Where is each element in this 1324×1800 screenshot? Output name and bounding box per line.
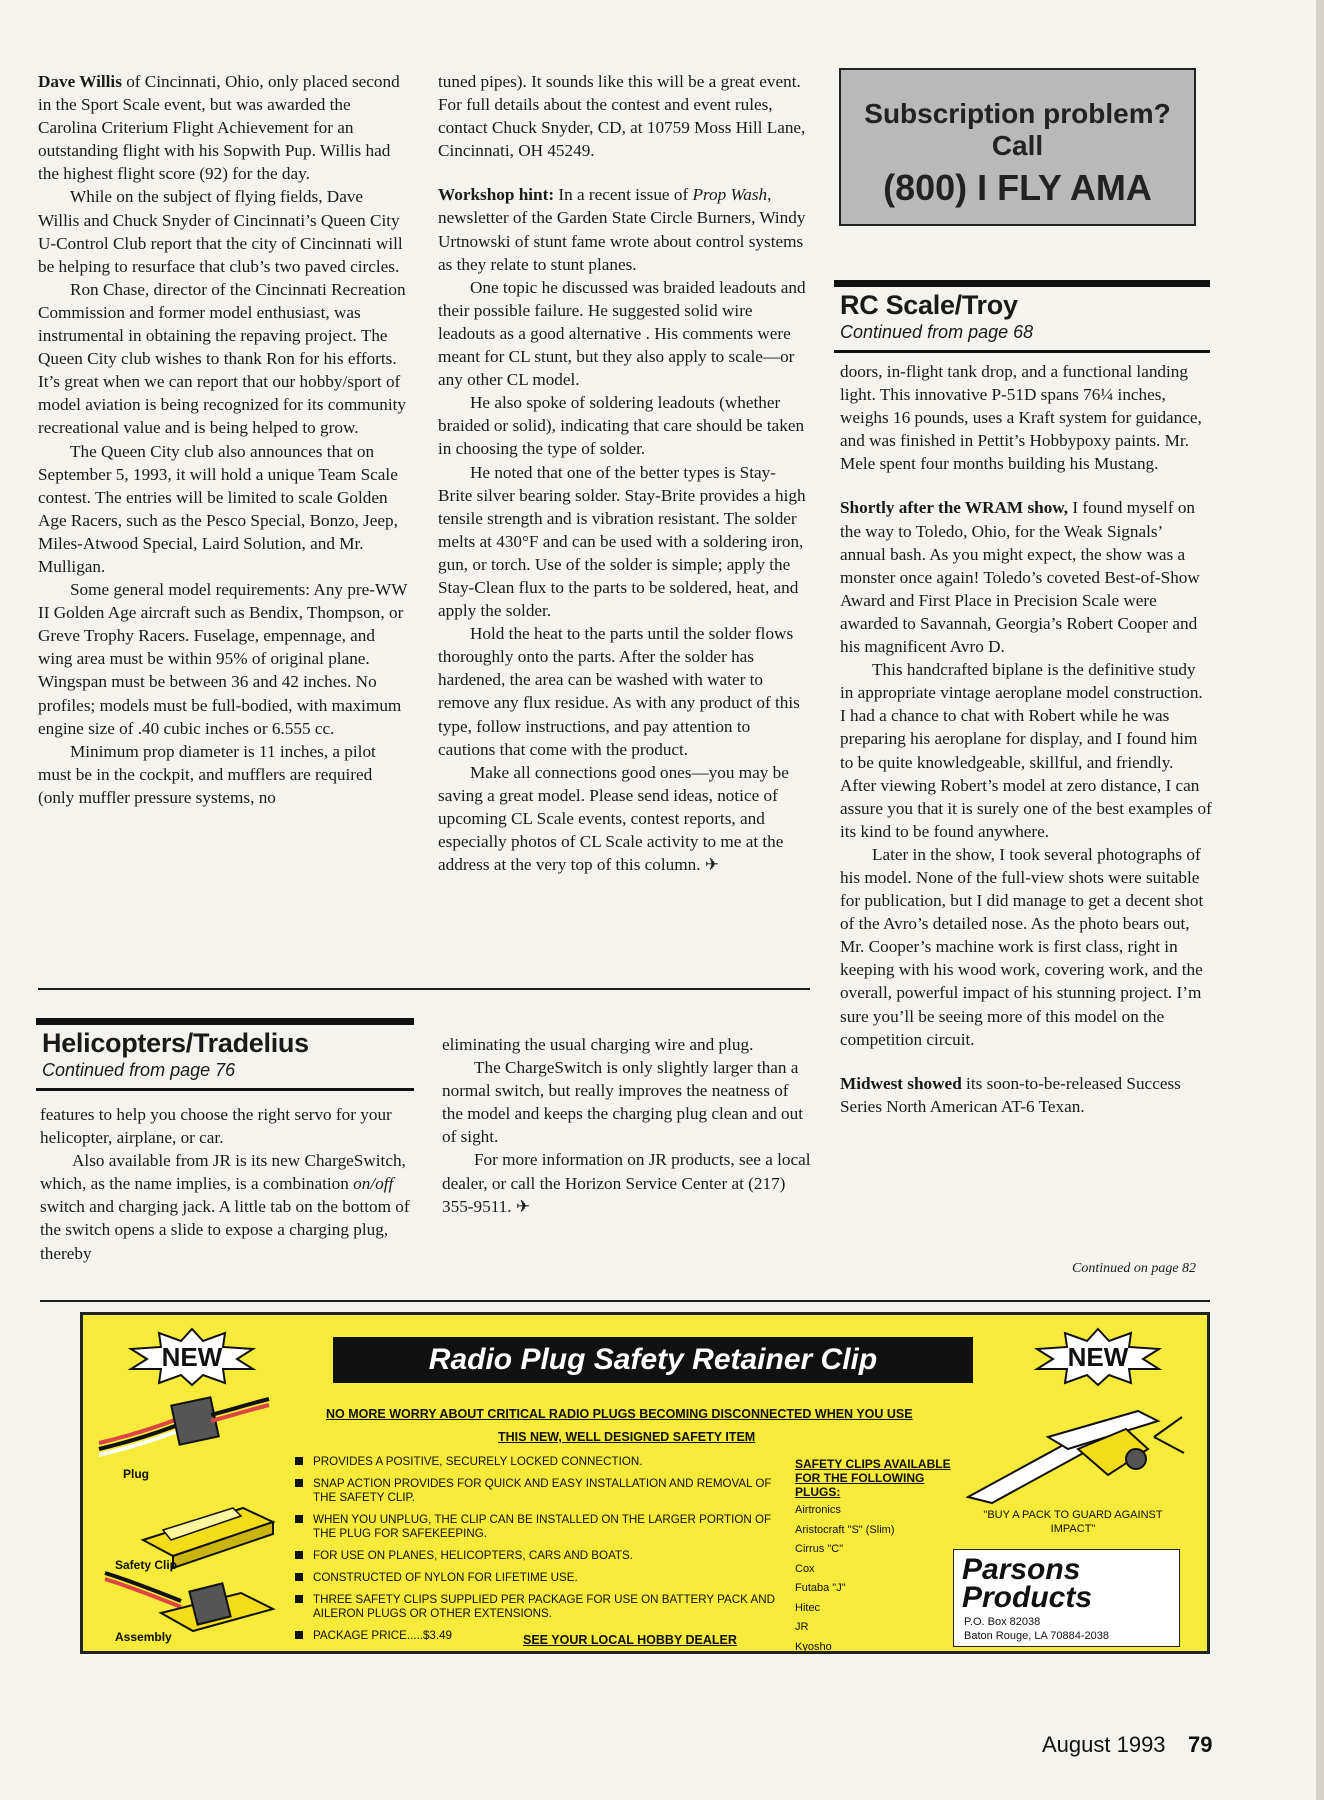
lead-in: Shortly after the WRAM show, [840,498,1069,518]
lead-in: Dave Willis [38,72,122,91]
paragraph [840,1072,1212,1118]
header-rule [36,1088,414,1091]
new-burst-right [1033,1327,1163,1387]
column-3 [840,360,1212,1118]
helicopters-col-2 [442,1033,812,1218]
ad-quote: "BUY A PACK TO GUARD AGAINST IMPACT" [983,1509,1163,1535]
safety-clips-list [795,1457,955,1657]
text: I found myself on the way to Toledo, Ohio, for the Weak Signals’ annual bash. As you might expect, the show was a monster once again! Toledo’s coveted Best-of-Show Award and First Place in Precision Scale were awarded to Savannah, Georgia’s Robert Cooper and his magnificent Avro D. [840,498,1200,657]
list-item: PROVIDES A POSITIVE, SECURELY LOCKED CONNECTION. [295,1455,795,1469]
list-item: Kyosho [795,1640,832,1653]
paragraph: Some general model requirements: Any pre-WW II Golden Age aircraft such as Bendix, Thompson, or Greve Trophy Racers. Fuselage, empennage, and wing area must be within 95% of original plane. Wingspan must be between 36 and 42 inches. No profiles; models must be full-bodied, with maximum engine size of .40 cubic inches or 6.555 cc. [38,580,408,738]
subscription-line-1: Subscription problem? [864,98,1171,129]
section-rule [38,988,810,990]
company-box [953,1549,1180,1647]
list-item: CONSTRUCTED OF NYLON FOR LIFETIME USE. [295,1571,795,1585]
paragraph [438,761,810,876]
ad-headline-2: THIS NEW, WELL DESIGNED SAFETY ITEM [498,1430,756,1444]
paragraph [438,183,810,275]
advertisement [80,1312,1210,1654]
continued-notice: Continued on page 82 [1072,1261,1197,1276]
list-item: THREE SAFETY CLIPS SUPPLIED PER PACKAGE FOR USE ON BATTERY PACK AND AILERON PLUGS OR OTHER EXTENSIONS. [295,1593,795,1621]
feature-list [295,1455,795,1651]
helicopters-header [36,1018,414,1091]
paragraph: One topic he discussed was braided leadouts and their possible failure. He suggested solid wire leadouts as a good alternative . His comments were meant for CL stunt, but they also apply to scale—or any other CL model. [438,277,806,390]
safety-clips-heading: SAFETY CLIPS AVAILABLE FOR THE FOLLOWING PLUGS: [795,1457,951,1499]
page-edge [1316,0,1324,1800]
paragraph: Hold the heat to the parts until the solder flows thoroughly onto the parts. After the solder has hardened, the area can be washed with water to remove any flux residue. As with any product of this type, follow instructions, and pay attention to cautions that come with the product. [438,624,800,759]
page-number: 79 [1188,1732,1213,1757]
address-line-2: Baton Rouge, LA 70884-2038 [964,1630,1109,1642]
lead-in: Midwest showed [840,1073,962,1093]
publication-title: Prop Wash [692,185,768,205]
helicopters-col-1 [40,1103,410,1265]
list-item: PACKAGE PRICE.....$3.49 [295,1629,795,1643]
column-title: RC Scale/Troy [840,290,1018,320]
column-subtitle: Continued from page 76 [42,1060,236,1080]
header-rule [834,350,1210,353]
text: For more information on JR products, see a local dealer, or call the Horizon Service Center at (217) 355-9511. [442,1150,811,1216]
paragraph [40,1149,410,1264]
company-address [964,1615,1109,1643]
header-bar [834,280,1210,287]
ad-banner: Radio Plug Safety Retainer Clip [333,1337,973,1383]
list-item: Aristocraft "S" (Slim) [795,1523,895,1536]
italic-term: on/off [353,1174,394,1194]
label-safety-clip: Safety Clip [115,1558,178,1572]
ad-rule [40,1300,1210,1302]
new-burst-left [127,1327,257,1387]
list-item: Airtronics [795,1504,841,1516]
subscription-box [839,68,1196,226]
airplane-illustration [958,1397,1188,1507]
text: its soon-to-be-released Success Series North American AT-6 Texan. [840,1073,1181,1116]
paragraph: The ChargeSwitch is only slightly larger than a normal switch, but really improves the neatness of the model and keeps the charging plug clean and out of sight. [442,1058,803,1147]
paragraph: Ron Chase, director of the Cincinnati Recreation Commission and former model enthusiast, was instrumental in obtaining the repaving project. The Queen City club wishes to thank Ron for his efforts. It’s great when we can report that our hobby/sport of model aviation is being recognized for its community recreational value and is being helped to grow. [38,279,407,438]
list-item: SNAP ACTION PROVIDES FOR QUICK AND EASY INSTALLATION AND REMOVAL OF THE SAFETY CLIP. [295,1477,795,1505]
subscription-line-2: Call [991,130,1044,161]
new-label: NEW [1067,1342,1129,1372]
paragraph: He noted that one of the better types is Stay-Brite silver bearing solder. Stay-Brite provides a high tensile strength and is vibration resistant. The solder melts at 430°F and can be used with a soldering iron, gun, or torch. Use of the solder is simple; apply the Stay-Clean flux to the parts to be soldered, heat, and apply the solder. [438,462,806,621]
company-name-line-2: Products [962,1581,1093,1614]
ad-headline-1: NO MORE WORRY ABOUT CRITICAL RADIO PLUGS BECOMING DISCONNECTED WHEN YOU USE [326,1407,913,1421]
paragraph: doors, in-flight tank drop, and a functional landing light. This innovative P-51D spans 76¼ inches, weighs 16 pounds, uses a Kraft system for guidance, and was finished in Pettit’s Hobbypoxy paints. Mr. Mele spent four months building his Mustang. [840,362,1202,474]
label-assembly: Assembly [115,1630,172,1644]
text: , newsletter of the Garden State Circle Burners, Windy Urtnowski of stunt fame wrote about control systems as they relate to stunt planes. [438,185,806,274]
paragraph: He also spoke of soldering leadouts (whether braided or solid), indicating that care should be taken in choosing the type of solder. [438,393,805,459]
paragraph: eliminating the usual charging wire and plug. [442,1035,754,1054]
column-2 [438,70,810,876]
paragraph: Later in the show, I took several photographs of his model. None of the full-view shots were suitable for publication, but I did manage to get a decent shot of the Avro’s detailed nose. As the photo bears out, Mr. Cooper’s machine work is first class, right in keeping with his wood work, covering work, and the overall, powerful impact of his stunning project. I’m sure you’ll be seeing more of this model on the competition circuit. [840,844,1204,1049]
list-item: Cirrus "C" [795,1543,844,1555]
end-mark-icon: ✈ [704,855,720,875]
paragraph: The Queen City club also announces that on September 5, 1993, it will hold a unique Team Scale contest. The entries will be limited to scale Golden Age Racers, such as the Pesco Special, Bonzo, Jeep, Miles-Atwood Special, Laird Solution, and Mr. Mulligan. [38,441,398,576]
plug-illustration [93,1395,273,1485]
paragraph: tuned pipes). It sounds like this will be a great event. For full details about the contest and event rules, contact Chuck Snyder, CD, at 10759 Moss Hill Lane, Cincinnati, OH 45249. [438,72,806,161]
list-item: JR [795,1621,809,1633]
paragraph [442,1148,812,1217]
paragraph: features to help you choose the right servo for your helicopter, airplane, or car. [40,1105,392,1148]
label-plug: Plug [123,1467,149,1481]
list-item: Cox [795,1562,815,1575]
list-item: WHEN YOU UNPLUG, THE CLIP CAN BE INSTALLED ON THE LARGER PORTION OF THE PLUG FOR SAFEKEEPING. [295,1513,795,1541]
text: Make all connections good ones—you may be saving a great model. Please send ideas, notice of upcoming CL Scale events, contest reports, and especially photos of CL Scale activity to me at the address at the very top of this column. [438,762,789,875]
paragraph: This handcrafted biplane is the definitive study in appropriate vintage aeroplane model construction. I had a chance to chat with Robert while he was preparing his aeroplane for display, and I found him to be quite knowledgeable, skillful, and friendly. After viewing Robert’s model at zero distance, I can assure you that it is surely one of the best examples of its kind to be found anywhere. [840,660,1212,841]
text: of Cincinnati, Ohio, only placed second in the Sport Scale event, but was awarded the Carolina Criterium Flight Achievement for an outstanding flight with his Sopwith Pup. Willis had the highest flight score (92) for the day. [38,72,400,184]
text: In a recent issue of [554,185,693,205]
paragraph: Minimum prop diameter is 11 inches, a pilot must be in the cockpit, and mufflers are required (only muffler pressure systems, no [38,741,376,807]
column-subtitle: Continued from page 68 [840,322,1034,342]
text: Also available from JR is its new ChargeSwitch, which, as the name implies, is a combination [40,1151,406,1194]
column-1 [38,70,408,809]
footer-date: August 1993 [1042,1732,1166,1757]
company-name [962,1553,1093,1614]
new-label: NEW [161,1342,223,1372]
list-item: Futaba "J" [795,1582,846,1594]
header-bar [36,1018,414,1025]
paragraph [38,70,408,185]
address-line-1: P.O. Box 82038 [964,1616,1041,1628]
list-item: FOR USE ON PLANES, HELICOPTERS, CARS AND BOATS. [295,1549,795,1563]
company-name-line-1: Parsons [962,1553,1081,1586]
list-item: Hitec [795,1601,821,1614]
paragraph [840,496,1212,658]
end-mark-icon: ✈ [515,1196,531,1216]
text: switch and charging jack. A little tab on the bottom of the switch opens a slide to expose a charging plug, thereby [40,1197,410,1263]
lead-in: Workshop hint: [438,185,555,205]
column-title: Helicopters/Tradelius [42,1028,309,1058]
rc-scale-header [834,280,1210,353]
paragraph: While on the subject of flying fields, Dave Willis and Chuck Snyder of Cincinnati’s Queen City U-Control Club report that the city of Cincinnati will be helping to resurface that club’s two paved circles. [38,187,403,276]
see-dealer: SEE YOUR LOCAL HOBBY DEALER [523,1633,737,1647]
subscription-phone: (800) I FLY AMA [883,167,1152,208]
